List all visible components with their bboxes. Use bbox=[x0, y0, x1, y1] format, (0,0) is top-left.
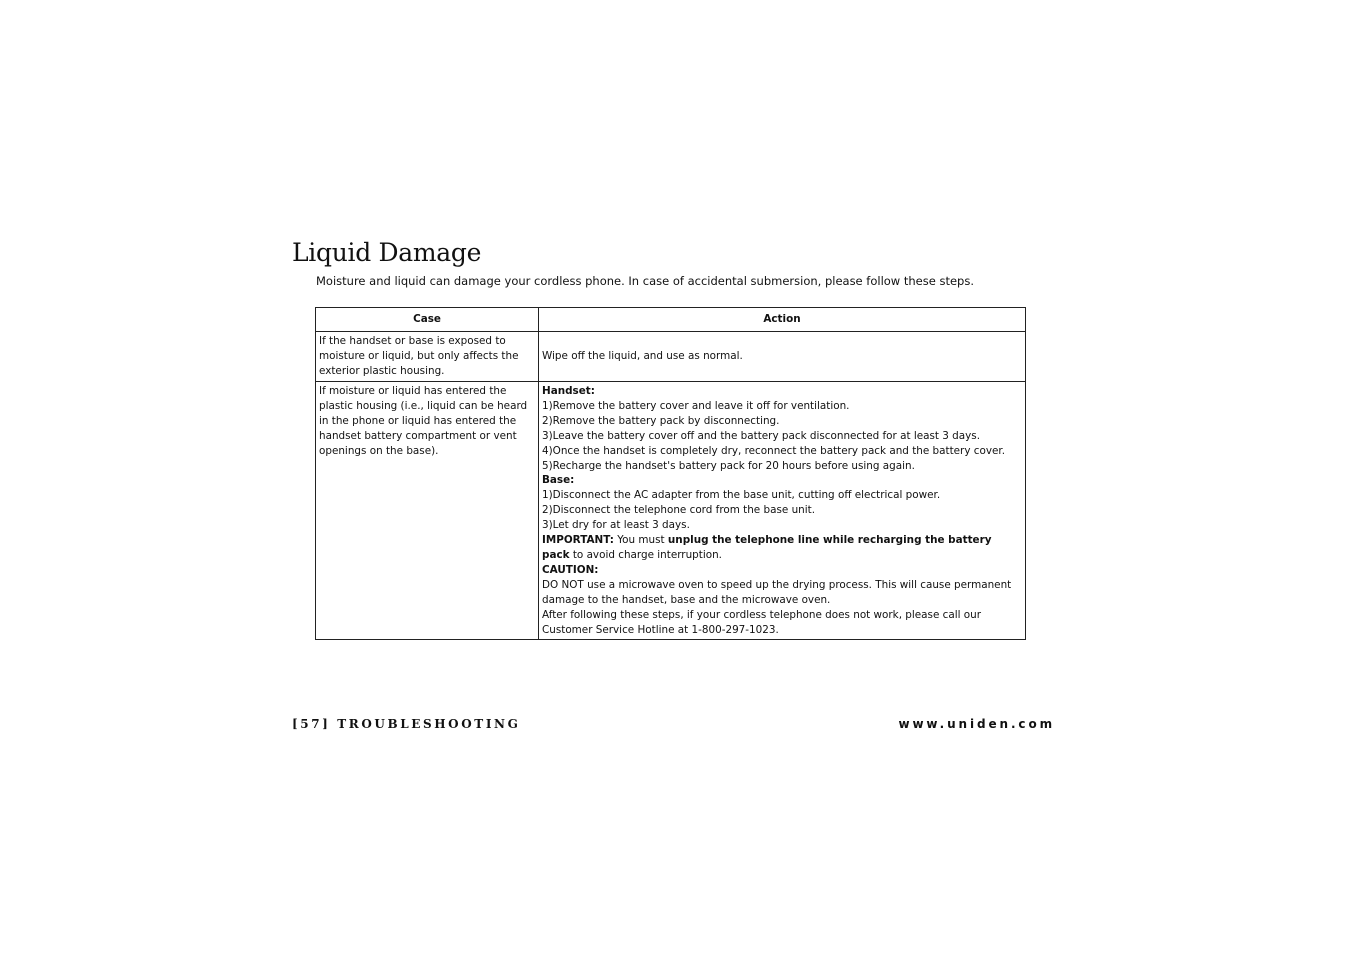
important-text: You must bbox=[613, 534, 668, 547]
footer-website: www.uniden.com bbox=[898, 717, 1055, 731]
handset-step: 4)Once the handset is completely dry, reconnect the battery pack and the battery cover. bbox=[542, 444, 1006, 457]
closing-text: After following these steps, if your cordless telephone does not work, please call our Customer Service Hotline at 1-800-297-1023. bbox=[542, 608, 982, 636]
table-row bbox=[316, 382, 1026, 640]
caution-label: CAUTION: bbox=[542, 563, 599, 576]
important-note bbox=[542, 533, 1022, 563]
table-row bbox=[316, 332, 1026, 382]
base-step: 3)Let dry for at least 3 days. bbox=[542, 519, 690, 532]
handset-step: 5)Recharge the handset's battery pack for 20 hours before using again. bbox=[542, 459, 915, 472]
column-header-case: Case bbox=[316, 308, 539, 332]
base-step: 1)Disconnect the AC adapter from the base unit, cutting off electrical power. bbox=[542, 489, 941, 502]
page-title: Liquid Damage bbox=[292, 238, 482, 267]
caution-text: DO NOT use a microwave oven to speed up the drying process. This will cause permanent damage to the handset, base and the microwave oven. bbox=[542, 578, 1012, 606]
handset-step: 2)Remove the battery pack by disconnecting. bbox=[542, 414, 780, 427]
intro-text: Moisture and liquid can damage your cordless phone. In case of accidental submersion, please follow these steps. bbox=[316, 274, 974, 288]
action-cell bbox=[539, 382, 1026, 640]
important-emphasis: unplug the telephone line while recharging the battery pack bbox=[542, 534, 992, 561]
column-header-action: Action bbox=[539, 308, 1026, 332]
handset-step: 3)Leave the battery cover off and the battery pack disconnected for at least 3 days. bbox=[542, 429, 981, 442]
important-text: to avoid charge interruption. bbox=[569, 548, 722, 561]
base-step: 2)Disconnect the telephone cord from the base unit. bbox=[542, 504, 816, 517]
base-heading: Base: bbox=[542, 474, 575, 487]
case-cell: If moisture or liquid has entered the plastic housing (i.e., liquid can be heard in the phone or liquid has entered the handset battery compartment or vent openings on the base). bbox=[316, 382, 539, 640]
footer-page-section: [57] TROUBLESHOOTING bbox=[292, 717, 521, 731]
action-cell: Wipe off the liquid, and use as normal. bbox=[539, 332, 1026, 382]
important-label: IMPORTANT: bbox=[542, 534, 614, 547]
table-header-row bbox=[316, 308, 1026, 332]
troubleshooting-table bbox=[315, 307, 1026, 640]
handset-step: 1)Remove the battery cover and leave it off for ventilation. bbox=[542, 399, 850, 412]
handset-heading: Handset: bbox=[542, 385, 595, 397]
case-cell: If the handset or base is exposed to moisture or liquid, but only affects the exterior plastic housing. bbox=[316, 332, 539, 382]
